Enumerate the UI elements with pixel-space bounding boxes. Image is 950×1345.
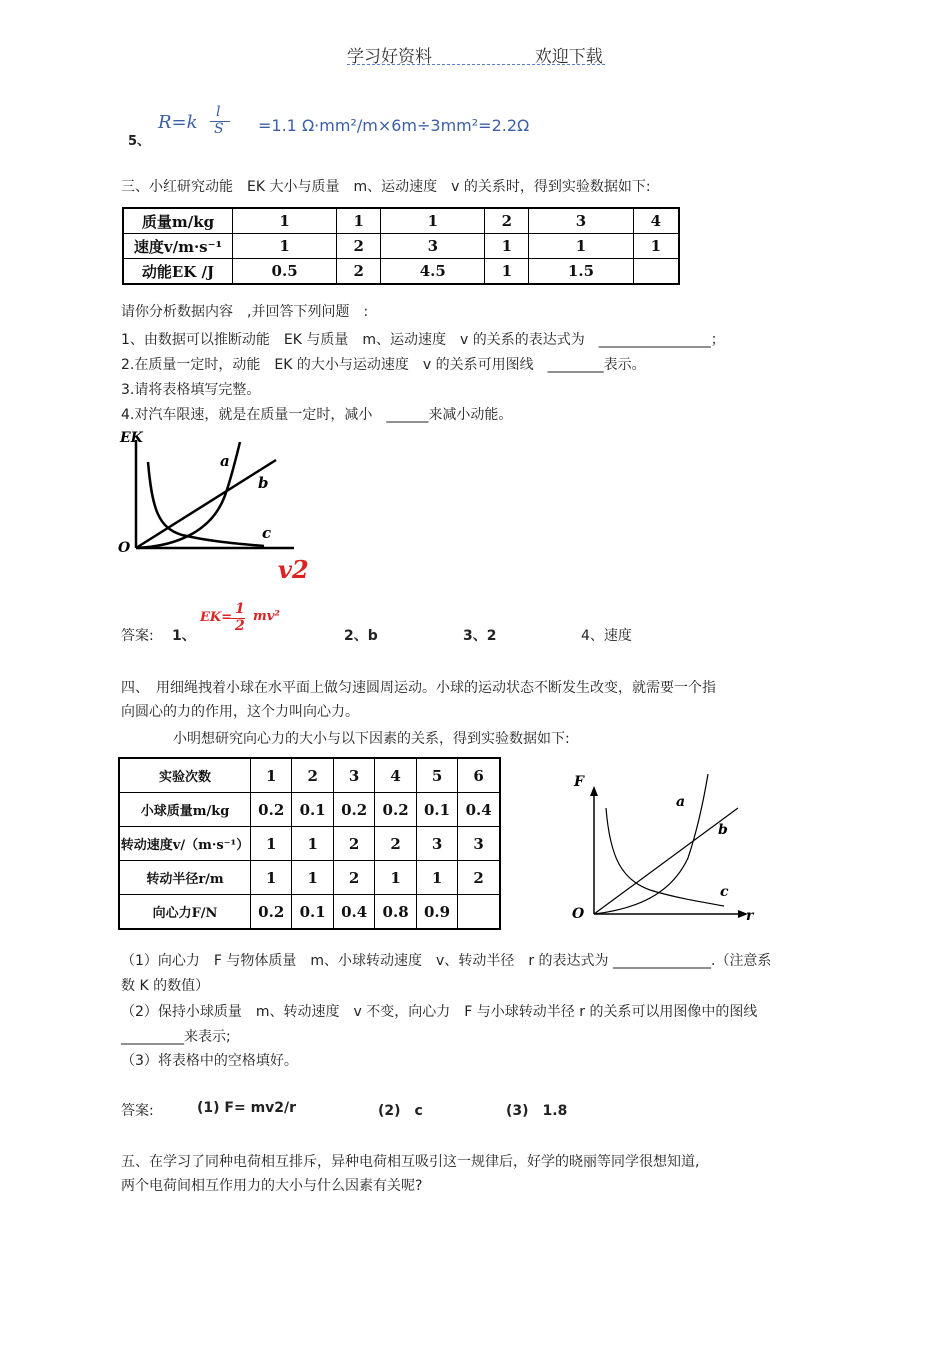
table-cell: 1	[233, 234, 337, 259]
section3-q3: 3.请将表格填写完整。	[121, 382, 261, 398]
section4-intro-2: 向圆心的力的作用，这个力叫向心力。	[121, 704, 359, 720]
table-row	[119, 793, 500, 827]
ek-v2-graph	[112, 428, 312, 588]
section3-answer-1-num: 1、	[172, 628, 196, 644]
section4-answer-label: 答案:	[121, 1103, 154, 1119]
section3-q1: 1、由数据可以推断动能 EK 与质量 m、运动速度 v 的关系的表达式为 ________________；	[121, 332, 725, 348]
table-cell: 0.5	[233, 259, 337, 285]
table-cell: 1	[633, 234, 679, 259]
row-label: 转动速度v/（m·s⁻¹）	[119, 827, 251, 861]
f-xlabel: r	[746, 908, 754, 924]
table-cell: 4	[633, 208, 679, 234]
section5-line-1: 五、在学习了同种电荷相互排斥，异种电荷相互吸引这一规律后，好学的晓丽等同学很想知道,	[121, 1154, 700, 1170]
header-right: 欢迎下载	[534, 47, 603, 67]
section3-answer-3: 3、2	[463, 628, 497, 644]
row-label: 速度v/m·s⁻¹	[123, 234, 233, 259]
row-label: 转动半径r/m	[119, 861, 251, 895]
section4-intro-1: 四、 用细绳拽着小球在水平面上做匀速圆周运动。小球的运动状态不断发生改变，就需要一个指	[121, 680, 716, 696]
table-cell: 0.9	[416, 895, 457, 930]
table-cell: 4	[375, 758, 416, 793]
ek-label-b: b	[258, 474, 269, 492]
ek-xlabel: v2	[278, 555, 309, 584]
row-label: 实验次数	[119, 758, 251, 793]
ek-origin: O	[118, 540, 131, 556]
section3-q4: 4.对汽车限速，就是在质量一定时，减小 ______来减小动能。	[121, 407, 513, 423]
kinetic-energy-table	[122, 207, 680, 285]
table-cell: 1	[251, 861, 292, 895]
table-row	[119, 758, 500, 793]
ek-label-a: a	[220, 452, 230, 470]
table-row	[119, 895, 500, 930]
table-cell: 2	[458, 861, 500, 895]
section3-answer-2: 2、b	[344, 628, 378, 644]
section4-answer-1: (1) F= mv2/r	[197, 1100, 297, 1116]
table-cell: 2	[333, 827, 374, 861]
table-cell: 1	[292, 861, 333, 895]
row-label: 质量m/kg	[123, 208, 233, 234]
table-cell: 2	[485, 208, 529, 234]
section3-answer-label: 答案:	[121, 628, 154, 644]
table-cell: 3	[381, 234, 485, 259]
section4-q2b: _________来表示;	[121, 1029, 231, 1045]
table-row	[123, 234, 679, 259]
table-row	[123, 259, 679, 285]
row-label: 动能EK /J	[123, 259, 233, 285]
section3-answer-1-formula: EK= 1 2 mv²	[200, 601, 281, 634]
table-cell: 3	[333, 758, 374, 793]
table-cell: 0.1	[292, 793, 333, 827]
curve-b	[594, 808, 738, 914]
section4-q1b: 数 K 的数值）	[121, 978, 210, 994]
table-row	[119, 827, 500, 861]
f-origin: O	[572, 906, 585, 922]
section4-intro-3: 小明想研究向心力的大小与以下因素的关系，得到实验数据如下:	[173, 731, 570, 747]
table-cell: 2	[292, 758, 333, 793]
f-r-graph	[566, 768, 766, 928]
section4-q1a: （1）向心力 F 与物体质量 m、小球转动速度 v、转动半径 r 的表达式为 ______________.（注意系	[121, 953, 772, 969]
table-cell: 1	[292, 827, 333, 861]
section4-answer-3: (3) 1.8	[506, 1103, 568, 1119]
table-cell: 0.2	[251, 895, 292, 930]
table-cell: 5	[416, 758, 457, 793]
table-cell: 2	[375, 827, 416, 861]
section5-line-2: 两个电荷间相互作用力的大小与什么因素有关呢?	[121, 1178, 423, 1194]
header-left: 学习好资料	[347, 47, 432, 67]
section3-q2: 2.在质量一定时，动能 EK 的大小与运动速度 v 的关系可用图线 ________表示。	[121, 357, 646, 373]
section4-q3: （3）将表格中的空格填好。	[121, 1053, 298, 1069]
f-label-b: b	[718, 822, 728, 838]
table-cell: 2	[337, 234, 381, 259]
table-cell: 1	[251, 758, 292, 793]
table-cell: 2	[337, 259, 381, 285]
resistance-formula: R=k l S =1.1 Ω·mm²/m×6m÷3mm²=2.2Ω	[158, 104, 530, 137]
table-cell: 2	[333, 861, 374, 895]
section3-prompt: 请你分析数据内容 ,并回答下列问题 :	[121, 304, 369, 320]
table-cell: 1	[485, 234, 529, 259]
table-cell: 0.2	[375, 793, 416, 827]
section3-answer-4: 4、速度	[581, 628, 632, 644]
ek-label-c: c	[262, 524, 272, 542]
table-row	[123, 208, 679, 234]
ek-ylabel: EK	[120, 430, 143, 446]
table-cell: 1.5	[529, 259, 633, 285]
table-cell: 1	[381, 208, 485, 234]
curve-b	[136, 460, 276, 548]
table-cell: 1	[529, 234, 633, 259]
table-cell: 0.2	[251, 793, 292, 827]
table-row	[119, 861, 500, 895]
table-cell	[458, 895, 500, 930]
table-cell: 1	[416, 861, 457, 895]
table-cell: 0.8	[375, 895, 416, 930]
section4-answer-2: (2) c	[378, 1103, 423, 1119]
table-cell: 0.2	[333, 793, 374, 827]
table-cell: 3	[416, 827, 457, 861]
table-cell: 0.4	[333, 895, 374, 930]
table-cell: 1	[375, 861, 416, 895]
f-label-c: c	[720, 884, 729, 900]
table-cell: 1	[485, 259, 529, 285]
table-cell	[633, 259, 679, 285]
section3-intro: 三、小红研究动能 EK 大小与质量 m、运动速度 v 的关系时，得到实验数据如下:	[121, 179, 651, 195]
f-ylabel: F	[574, 774, 584, 790]
row-label: 小球质量m/kg	[119, 793, 251, 827]
table-cell: 0.4	[458, 793, 500, 827]
header-underline	[347, 64, 605, 65]
curve-c	[606, 808, 724, 906]
table-cell: 0.1	[416, 793, 457, 827]
question-number-5: 5、	[128, 134, 151, 149]
table-cell: 3	[529, 208, 633, 234]
section4-q2a: （2）保持小球质量 m、转动速度 v 不变，向心力 F 与小球转动半径 r 的关系可以用图像中的图线	[121, 1004, 758, 1020]
row-label: 向心力F/N	[119, 895, 251, 930]
table-cell: 3	[458, 827, 500, 861]
table-cell: 1	[233, 208, 337, 234]
f-label-a: a	[676, 794, 686, 810]
table-cell: 1	[337, 208, 381, 234]
centripetal-force-table	[118, 757, 501, 930]
table-cell: 4.5	[381, 259, 485, 285]
table-cell: 6	[458, 758, 500, 793]
table-cell: 0.1	[292, 895, 333, 930]
table-cell: 1	[251, 827, 292, 861]
